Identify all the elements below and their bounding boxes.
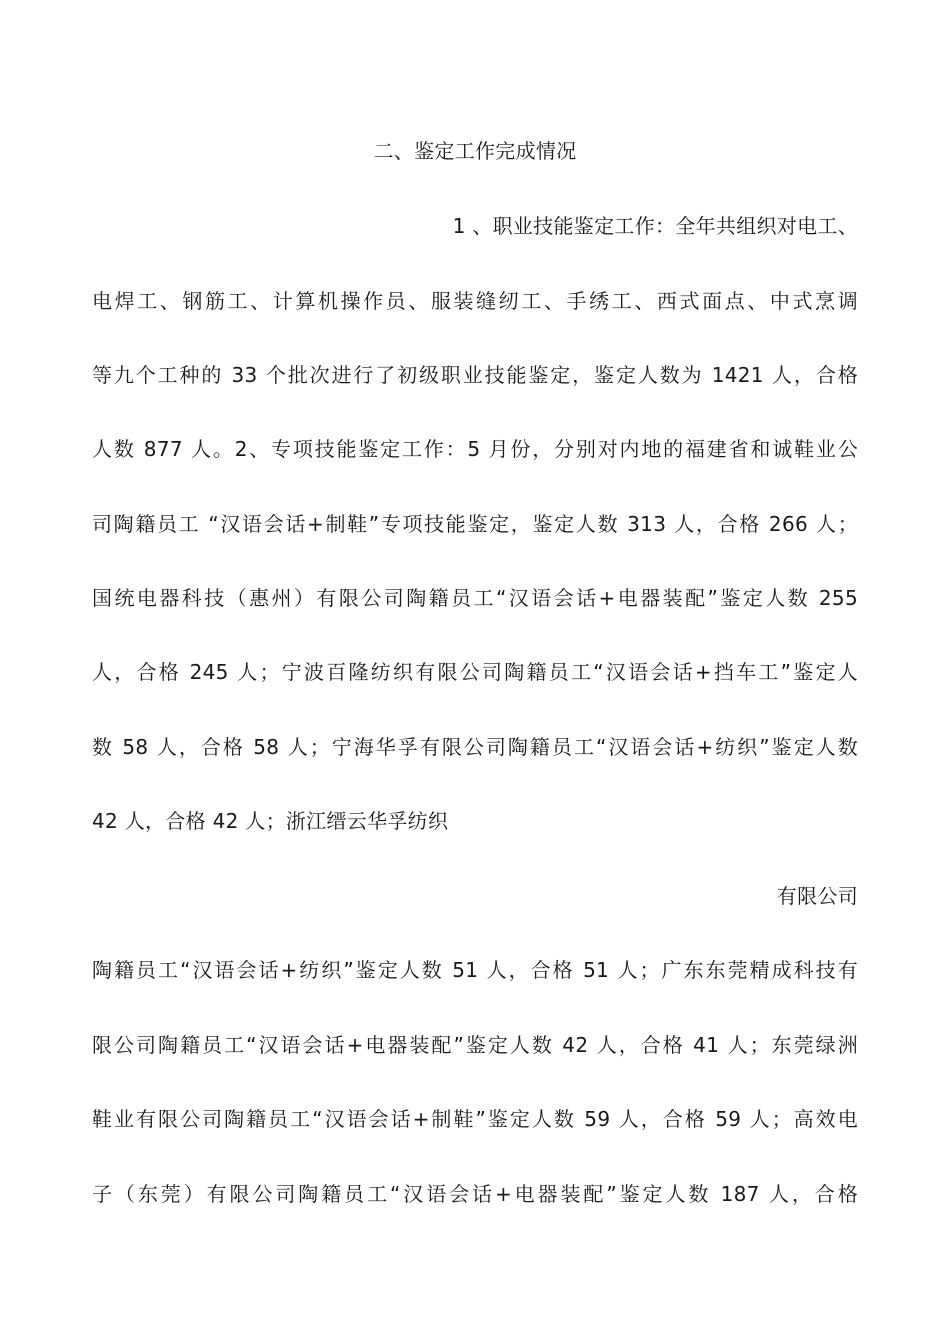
paragraph-line: 人，合格 245 人；宁波百隆纺织有限公司陶籍员工“汉语会话+挡车工”鉴定人 bbox=[92, 660, 858, 684]
paragraph-line: 有限公司 bbox=[776, 884, 858, 908]
paragraph-line: 鞋业有限公司陶籍员工“汉语会话+制鞋”鉴定人数 59 人，合格 59 人；高效电 bbox=[92, 1107, 858, 1131]
paragraph-line: 陶籍员工“汉语会话+纺织”鉴定人数 51 人，合格 51 人；广东东莞精成科技有 bbox=[92, 958, 858, 982]
paragraph-line: 限公司陶籍员工“汉语会话+电器装配”鉴定人数 42 人，合格 41 人；东莞绿洲 bbox=[92, 1033, 858, 1057]
paragraph-line: 子（东莞）有限公司陶籍员工“汉语会话+电器装配”鉴定人数 187 人，合格 bbox=[92, 1182, 858, 1206]
paragraph-line: 国统电器科技（惠州）有限公司陶籍员工“汉语会话+电器装配”鉴定人数 255 bbox=[92, 586, 858, 610]
paragraph-line: 数 58 人，合格 58 人；宁海华孚有限公司陶籍员工“汉语会话+纺织”鉴定人数 bbox=[92, 735, 858, 759]
section-heading: 二、鉴定工作完成情况 bbox=[373, 139, 577, 163]
paragraph-line: 42 人，合格 42 人；浙江缙云华孚纺织 bbox=[92, 809, 449, 833]
paragraph-line: 1 、职业技能鉴定工作：全年共组织对电工、 bbox=[452, 214, 858, 238]
paragraph-line: 司陶籍员工 “汉语会话+制鞋”专项技能鉴定，鉴定人数 313 人，合格 266 人； bbox=[92, 512, 858, 536]
paragraph-line: 电焊工、钢筋工、计算机操作员、服装缝纫工、手绣工、西式面点、中式烹调 bbox=[92, 289, 858, 313]
paragraph-line: 人数 877 人。2、专项技能鉴定工作：5 月份，分别对内地的福建省和诚鞋业公 bbox=[92, 437, 858, 461]
paragraph-line: 等九个工种的 33 个批次进行了初级职业技能鉴定，鉴定人数为 1421 人，合格 bbox=[92, 363, 858, 387]
